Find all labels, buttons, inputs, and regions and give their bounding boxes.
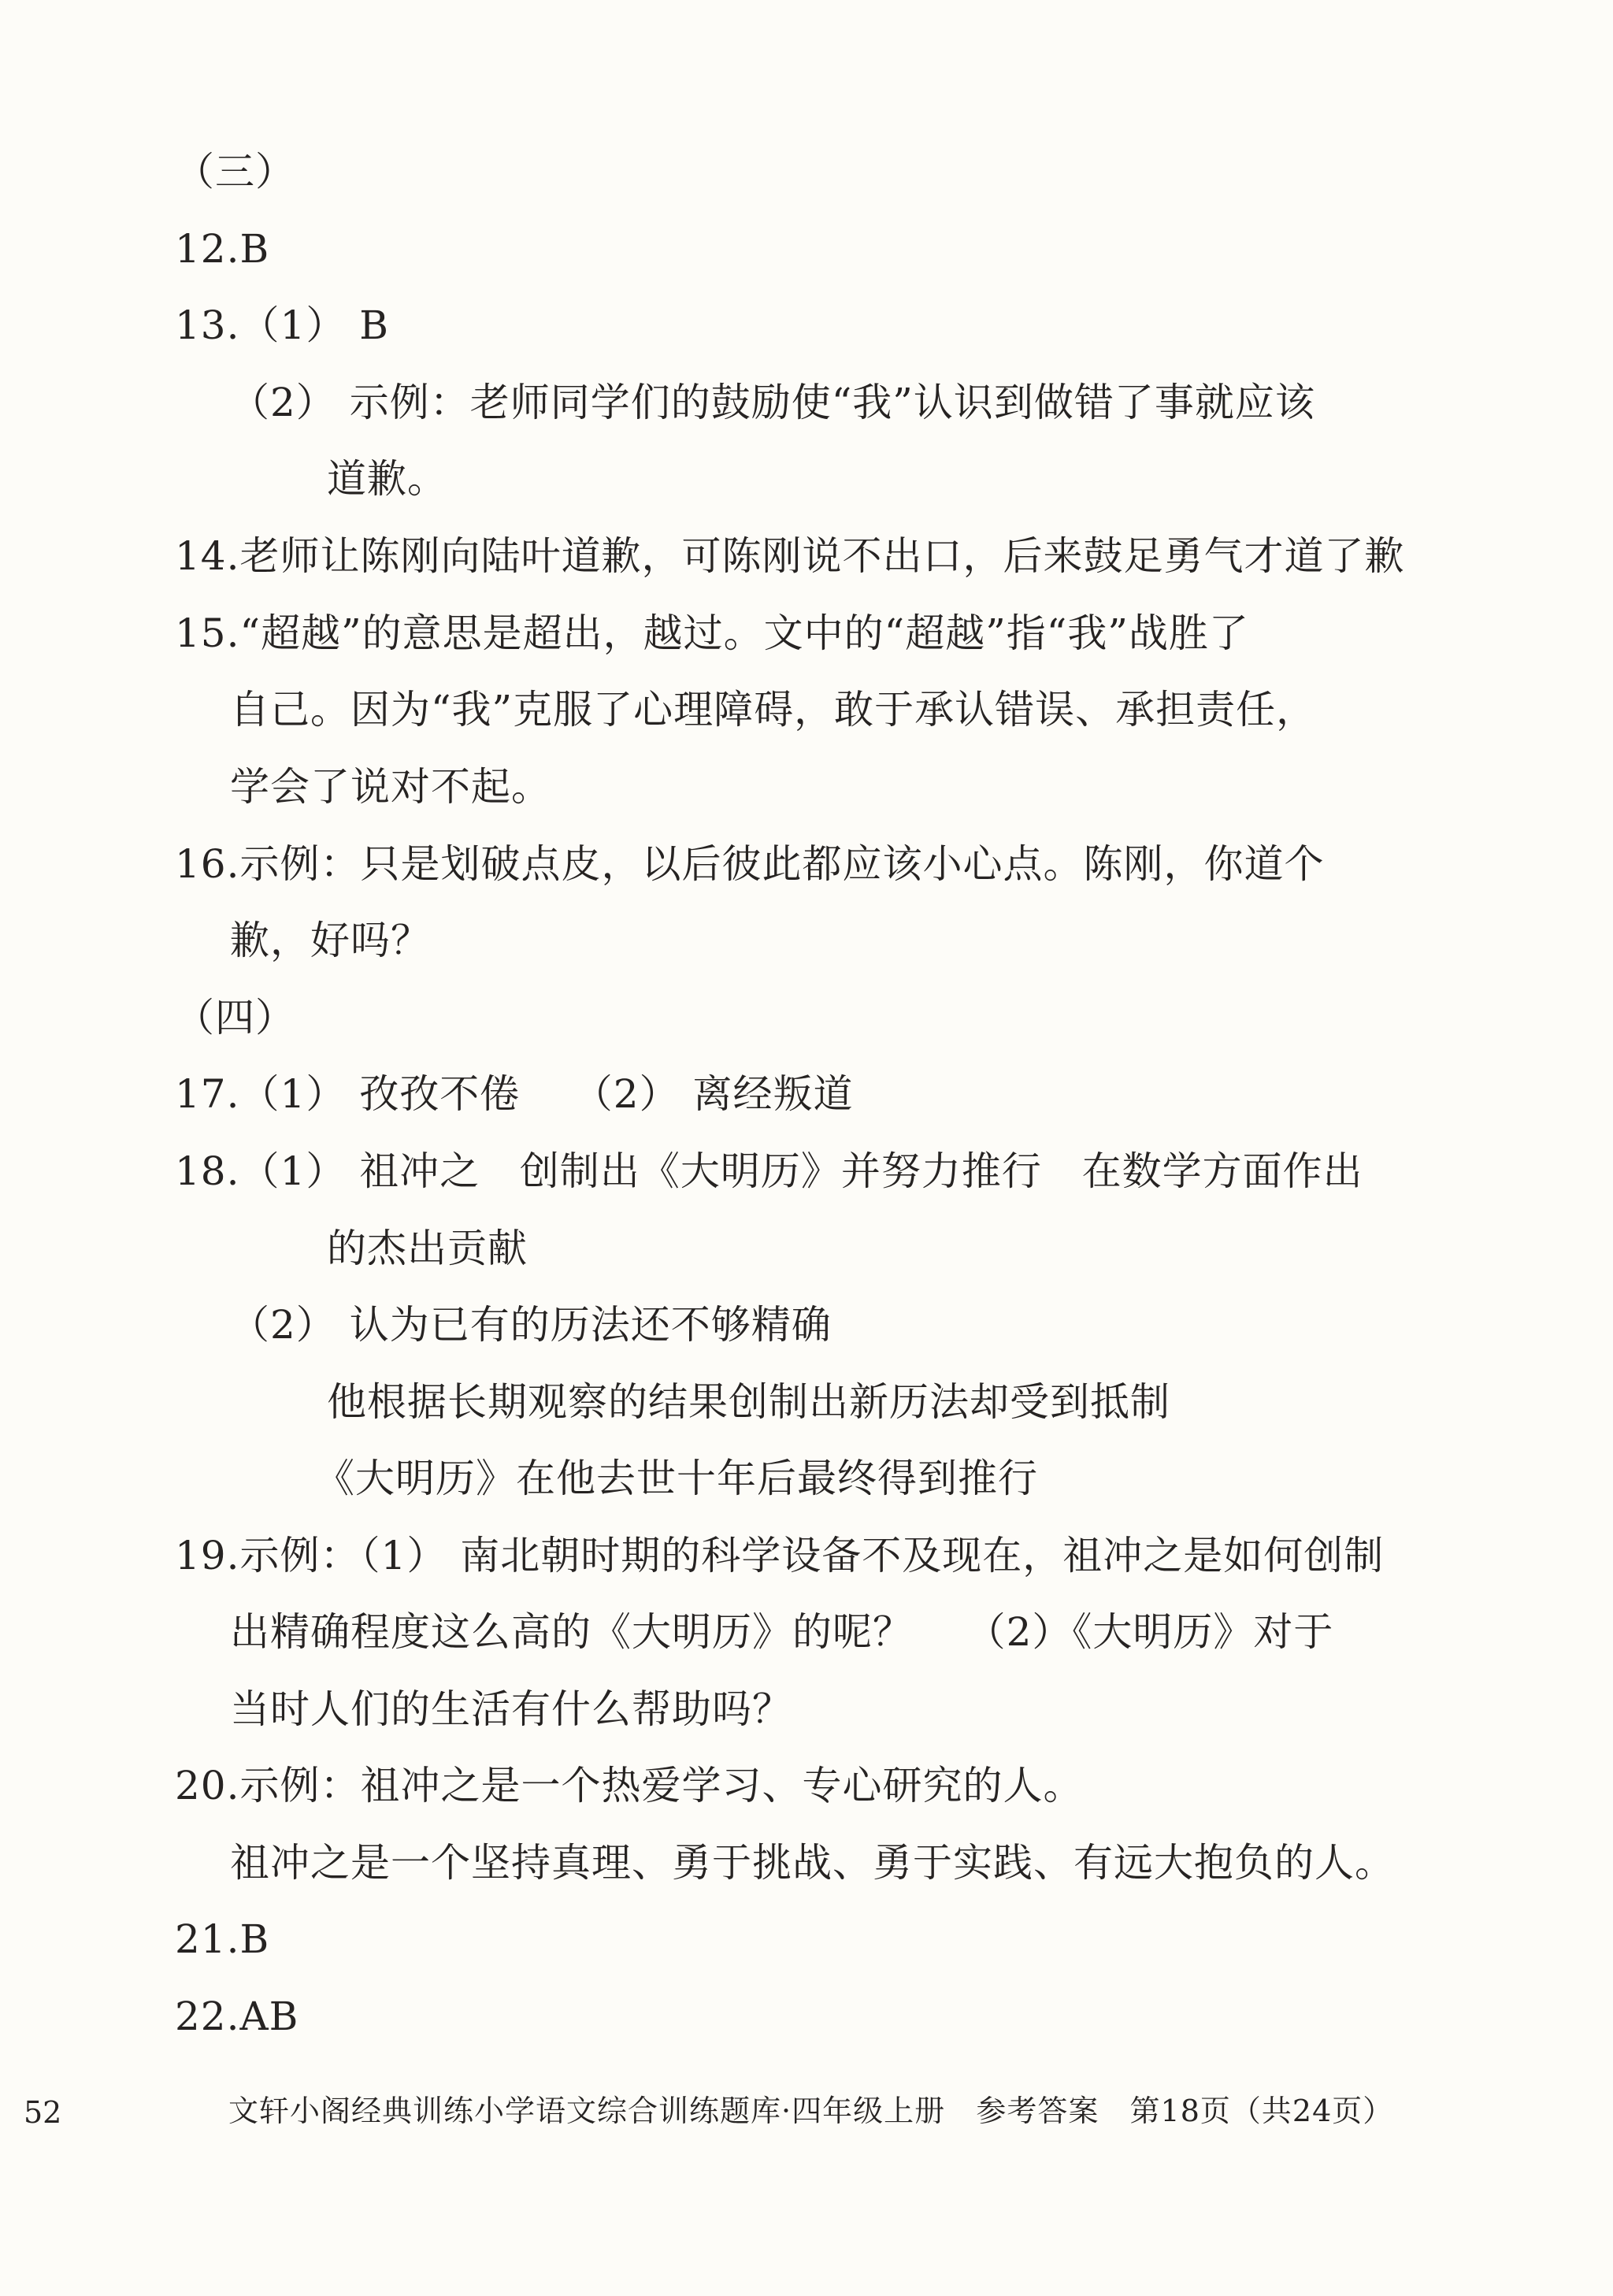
answer-15-cont-1: 自己。因为“我”克服了心理障碍，敢于承认错误、承担责任， xyxy=(230,687,1317,733)
footer-text: 文轩小阁经典训练小学语文综合训练题库·四年级上册 参考答案 第18页（共24页） xyxy=(228,2094,1394,2128)
answer-18-2: （2） 认为已有的历法还不够精确 xyxy=(230,1302,832,1348)
answer-18-2-cont-1: 他根据长期观察的结果创制出新历法却受到抵制 xyxy=(327,1379,1170,1425)
section-heading-4: （四） xyxy=(175,995,295,1040)
answer-15-cont-2: 学会了说对不起。 xyxy=(230,764,551,810)
answer-19-cont-2: 当时人们的生活有什么帮助吗？ xyxy=(230,1686,792,1732)
answer-18-2-cont-2: 《大明历》在他去世十年后最终得到推行 xyxy=(315,1456,1038,1501)
answer-15: 15.“超越”的意思是超出，越过。文中的“超越”指“我”战胜了 xyxy=(175,610,1249,656)
answer-18-1-cont: 的杰出贡献 xyxy=(327,1226,528,1271)
answer-22: 22.AB xyxy=(175,1994,299,2039)
answer-21: 21.B xyxy=(175,1916,270,1962)
answer-20-cont: 祖冲之是一个坚持真理、勇于挑战、勇于实践、有远大抱负的人。 xyxy=(230,1840,1395,1886)
section-heading-3: （三） xyxy=(175,149,295,195)
answer-18-1: 18.（1） 祖冲之 创制出《大明历》并努力推行 在数学方面作出 xyxy=(175,1148,1363,1194)
answer-20: 20.示例：祖冲之是一个热爱学习、专心研究的人。 xyxy=(175,1763,1084,1808)
answer-19: 19.示例：（1） 南北朝时期的科学设备不及现在，祖冲之是如何创制 xyxy=(175,1533,1385,1578)
answer-13-2: （2） 示例：老师同学们的鼓励使“我”认识到做错了事就应该 xyxy=(230,380,1315,425)
answer-17: 17.（1） 孜孜不倦 （2） 离经叛道 xyxy=(175,1071,854,1117)
page-number: 52 xyxy=(24,2095,62,2130)
answer-19-cont-1: 出精确程度这么高的《大明历》的呢？ （2）《大明历》对于 xyxy=(230,1609,1334,1655)
answer-12: 12.B xyxy=(175,226,270,272)
answer-16-cont: 歉，好吗？ xyxy=(230,918,431,963)
answer-13-2-cont: 道歉。 xyxy=(327,456,447,502)
answer-13-1: 13.（1） B xyxy=(175,302,389,348)
answer-16: 16.示例：只是划破点皮，以后彼此都应该小心点。陈刚，你道个 xyxy=(175,841,1325,887)
answer-14: 14.老师让陈刚向陆叶道歉，可陈刚说不出口，后来鼓足勇气才道了歉 xyxy=(175,533,1405,579)
